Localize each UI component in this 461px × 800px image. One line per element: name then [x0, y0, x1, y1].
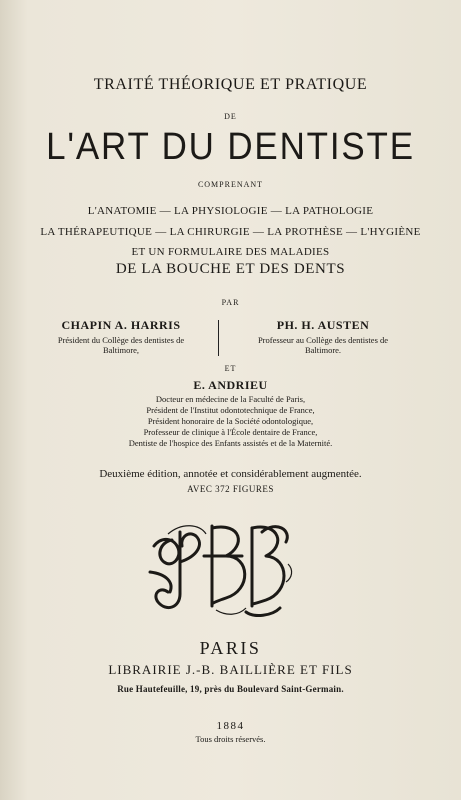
subjects-line-1: L'ANATOMIE — LA PHYSIOLOGIE — LA PATHOLOGIE	[87, 205, 374, 217]
author-name: CHAPIN A. HARRIS	[61, 318, 181, 332]
subjects-line-2: LA THÉRAPEUTIQUE — LA CHIRURGIE — LA PROTHÈSE — L'HYGIÈNE	[40, 226, 421, 238]
author-austen	[232, 318, 414, 355]
main-title: L'ART DU DENTISTE	[46, 126, 415, 168]
author-divider	[218, 320, 219, 356]
subtitle: DE LA BOUCHE ET DES DENTS	[115, 261, 346, 277]
andrieu-title-line: Président de l'Institut odontotechnique de France,	[146, 405, 315, 415]
rights-notice: Tous droits réservés.	[195, 734, 266, 744]
edition-note: Deuxième édition, annotée et considérablement augmentée.	[99, 468, 362, 480]
subjects-line-3: ET UN FORMULAIRE DES MALADIES	[131, 246, 330, 258]
author-name: PH. H. AUSTEN	[276, 318, 370, 332]
author-andrieu-titles	[0, 394, 461, 449]
place-of-publication: PARIS	[199, 638, 262, 658]
title-line-1: TRAITÉ THÉORIQUE ET PRATIQUE	[93, 76, 368, 93]
author-title-line: Baltimore.	[304, 345, 342, 355]
author-title	[232, 335, 414, 355]
comprenant-label: COMPRENANT	[197, 180, 264, 189]
andrieu-title-line: Professeur de clinique à l'École dentaire de France,	[143, 427, 318, 437]
publisher-name: LIBRAIRIE J.-B. BAILLIÈRE ET FILS	[108, 662, 353, 677]
monogram-icon	[142, 512, 298, 620]
figures-count: AVEC 372 FIGURES	[187, 484, 274, 494]
et-label: ET	[224, 364, 237, 373]
authors-block	[30, 318, 430, 358]
author-andrieu-name: E. ANDRIEU	[193, 378, 268, 392]
author-harris	[30, 318, 212, 355]
publisher-monogram-logo	[142, 512, 298, 620]
andrieu-title-line: Dentiste de l'hospice des Enfants assistés et de la Maternité.	[128, 438, 333, 448]
author-title	[30, 335, 212, 355]
title-de: DE	[224, 112, 237, 121]
andrieu-title-line: Président honoraire de la Société odontologique,	[147, 416, 314, 426]
publication-year: 1884	[216, 720, 245, 732]
author-title-line: Professeur au Collège des dentistes de	[257, 335, 389, 345]
par-label: PAR	[221, 298, 240, 307]
andrieu-title-line: Docteur en médecine de la Faculté de Paris,	[155, 394, 306, 404]
author-title-line: Président du Collège des dentistes de	[57, 335, 185, 345]
author-title-line: Baltimore,	[102, 345, 140, 355]
publisher-address: Rue Hautefeuille, 19, près du Boulevard Saint-Germain.	[117, 684, 344, 694]
